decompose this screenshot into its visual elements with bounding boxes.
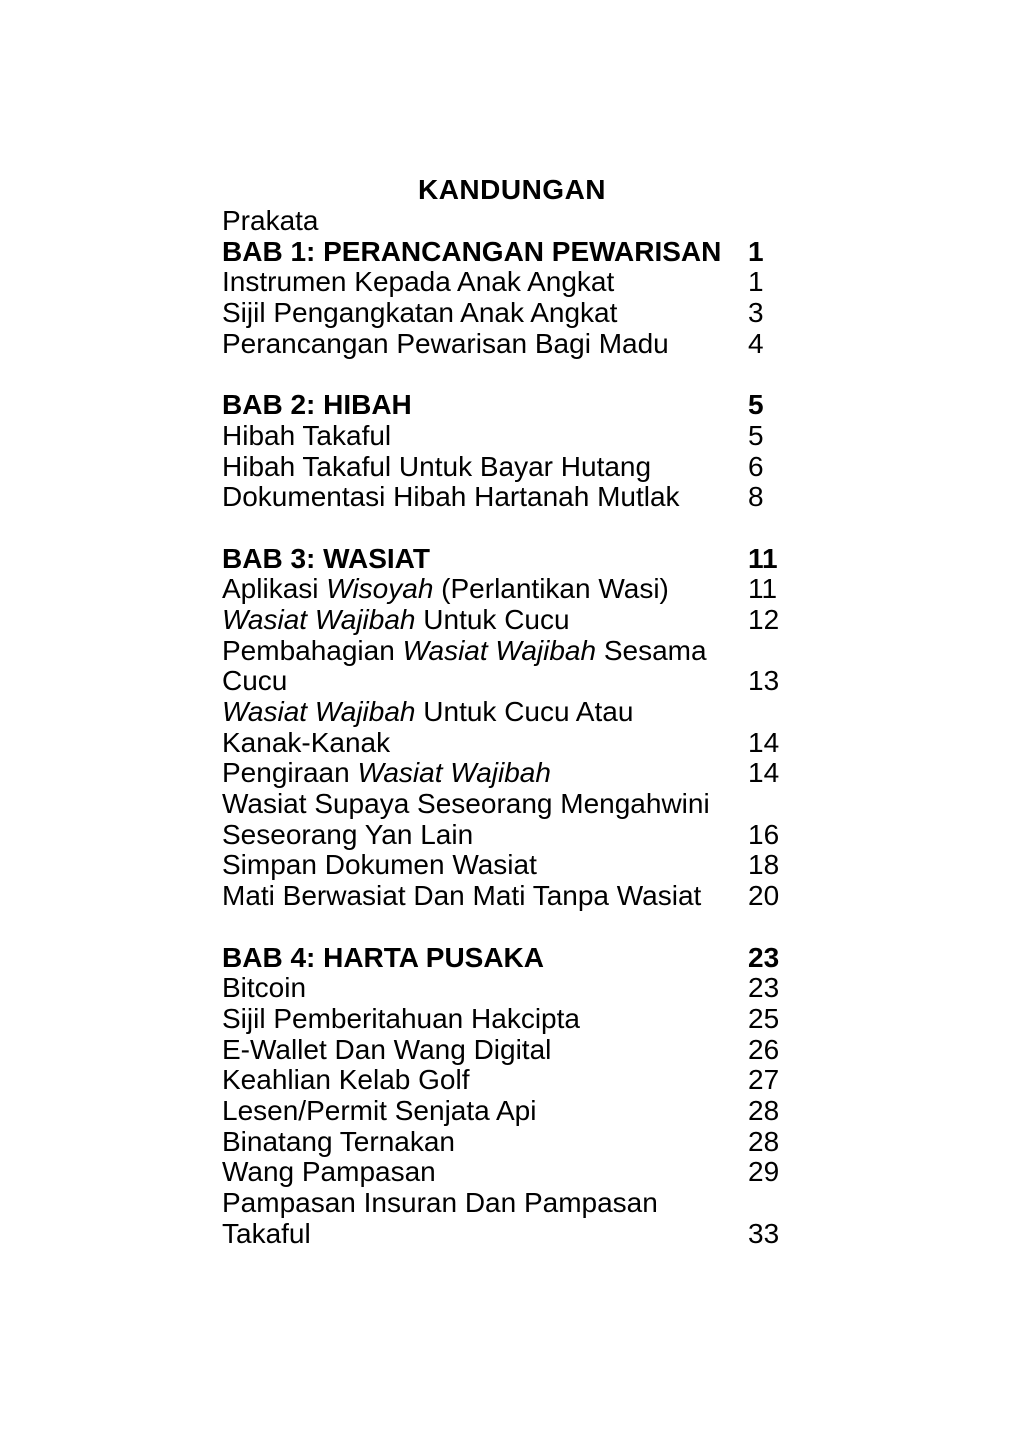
toc-spacer: [222, 513, 808, 544]
toc-entry-page-number: 1: [748, 266, 764, 298]
toc-entry-title-segment: Pembahagian: [222, 635, 403, 666]
toc-entry-title: [222, 1004, 748, 1035]
toc-entry-title: [222, 789, 748, 820]
toc-entry-page-number: 4: [748, 327, 764, 359]
toc-entry-title: [222, 1127, 748, 1158]
toc-entry-title-segment: Pengiraan: [222, 758, 358, 789]
toc-entry-row: [222, 1188, 808, 1219]
toc-entry-page-number: 11: [748, 573, 778, 605]
toc-entry-title-segment: Bitcoin: [222, 973, 307, 1004]
toc-entry-title-segment: Sesama: [596, 635, 707, 666]
toc-chapter-row: [222, 390, 808, 421]
toc-entry-row: [222, 758, 808, 789]
toc-chapter-row: [222, 237, 808, 268]
toc-entry-title-segment: Hibah Takaful: [222, 420, 392, 451]
toc-entry-title-segment: (Perlantikan Wasi): [433, 574, 669, 605]
toc-entry-page-number: 6: [748, 450, 764, 482]
toc-entry-page-number: 27: [748, 1064, 780, 1096]
toc-entry-row: [222, 666, 808, 697]
toc-entry-page-number: 11: [748, 542, 778, 574]
toc-entry-row: [222, 1035, 808, 1066]
toc-entry-page-number: 26: [748, 1033, 780, 1065]
toc-entry-page-number: 5: [748, 419, 764, 451]
toc-entry-page-number: 18: [748, 849, 780, 881]
toc-entry-title-segment: Aplikasi: [222, 574, 327, 605]
toc-entry-title: [222, 666, 748, 697]
toc-entry-row: [222, 697, 808, 728]
toc-entry-page-number: 5: [748, 389, 764, 421]
toc-entry-title-segment: Cucu: [222, 666, 288, 697]
toc-entry-title: [222, 298, 748, 329]
toc-entry-title-segment: BAB 3: WASIAT: [222, 543, 430, 574]
toc-entry-title-segment: Dokumentasi Hibah Hartanah Mutlak: [222, 482, 680, 513]
toc-entry-title-segment: Instrumen Kepada Anak Angkat: [222, 267, 615, 298]
toc-entry-page-number: 28: [748, 1094, 780, 1126]
toc-entry-title-segment: Simpan Dokumen Wasiat: [222, 850, 537, 881]
toc-entry-page-number: 13: [748, 665, 780, 697]
toc-entry-title: [222, 636, 748, 667]
toc-entry-title-segment: BAB 1: PERANCANGAN PEWARISAN: [222, 236, 722, 267]
toc-entry-title-segment: Wang Pampasan: [222, 1157, 436, 1188]
toc-entry-row: [222, 728, 808, 759]
toc-entry-title: [222, 973, 748, 1004]
toc-entry-row: [222, 973, 808, 1004]
toc-entry-row: [222, 1096, 808, 1127]
toc-entry-title-segment: BAB 4: HARTA PUSAKA: [222, 942, 544, 973]
toc-entry-title: [222, 1157, 748, 1188]
toc-entry-page-number: 23: [748, 972, 780, 1004]
toc-entry-row: [222, 206, 808, 237]
toc-entry-page-number: 8: [748, 481, 764, 513]
toc-entry-row: [222, 452, 808, 483]
toc-chapter-row: [222, 943, 808, 974]
toc-entry-page-number: 20: [748, 880, 780, 912]
toc-entry-title: [222, 421, 748, 452]
toc-spacer: [222, 912, 808, 943]
toc-entry-row: [222, 1065, 808, 1096]
toc-entry-title: [222, 482, 748, 513]
toc-entry-title: [222, 881, 748, 912]
toc-entry-title-segment: Untuk Cucu: [415, 604, 570, 635]
toc-entry-row: [222, 1157, 808, 1188]
table-of-contents: [222, 206, 808, 1249]
toc-entry-row: [222, 329, 808, 360]
toc-entry-row: [222, 1219, 808, 1250]
toc-entry-title-segment: Takaful: [222, 1218, 311, 1249]
toc-entry-title: [222, 237, 748, 268]
toc-entry-page-number: 16: [748, 818, 780, 850]
toc-entry-title-italic-segment: Wasiat Wajibah: [222, 697, 416, 727]
toc-entry-page-number: 14: [748, 726, 780, 758]
toc-entry-title: [222, 544, 748, 575]
toc-entry-title: [222, 850, 748, 881]
toc-entry-title: [222, 758, 748, 789]
toc-entry-title-segment: Untuk Cucu Atau: [415, 697, 634, 727]
toc-entry-title-segment: Keahlian Kelab Golf: [222, 1065, 470, 1096]
toc-entry-title: [222, 1188, 748, 1219]
page-title: KANDUNGAN: [417, 174, 607, 205]
toc-entry-title: [222, 452, 748, 483]
toc-entry-title-segment: Sijil Pengangkatan Anak Angkat: [222, 298, 618, 329]
toc-entry-row: [222, 267, 808, 298]
toc-entry-row: [222, 881, 808, 912]
toc-entry-title: [222, 329, 748, 360]
toc-entry-row: [222, 298, 808, 329]
toc-entry-page-number: 3: [748, 297, 764, 329]
toc-entry-page-number: 12: [748, 603, 780, 635]
toc-entry-title-segment: Hibah Takaful Untuk Bayar Hutang: [222, 451, 652, 482]
toc-entry-row: [222, 850, 808, 881]
toc-entry-row: [222, 482, 808, 513]
toc-entry-title: [222, 1096, 748, 1127]
toc-entry-page-number: 28: [748, 1125, 780, 1157]
toc-entry-title-segment: E-Wallet Dan Wang Digital: [222, 1034, 552, 1065]
toc-entry-row: [222, 1127, 808, 1158]
toc-entry-title-segment: Prakata: [222, 206, 319, 236]
toc-entry-title-segment: Perancangan Pewarisan Bagi Madu: [222, 328, 669, 359]
toc-entry-title: [222, 1035, 748, 1066]
toc-entry-title: [222, 605, 748, 636]
toc-entry-title: [222, 697, 748, 728]
toc-entry-title: [222, 1065, 748, 1096]
toc-entry-title: [222, 820, 748, 851]
toc-entry-page-number: 14: [748, 757, 780, 789]
toc-entry-title: [222, 390, 748, 421]
toc-entry-title-italic-segment: Wasiat Wajibah: [357, 758, 551, 789]
toc-entry-title-italic-segment: Wisoyah: [326, 574, 434, 605]
toc-entry-page-number: 23: [748, 941, 780, 973]
toc-entry-title-segment: Mati Berwasiat Dan Mati Tanpa Wasiat: [222, 881, 702, 912]
toc-chapter-row: [222, 544, 808, 575]
toc-entry-page-number: 1: [748, 235, 764, 267]
toc-entry-title-segment: Wasiat Supaya Seseorang Mengahwini: [222, 789, 710, 820]
toc-entry-row: [222, 820, 808, 851]
toc-entry-row: [222, 789, 808, 820]
toc-spacer: [222, 359, 808, 390]
toc-entry-title: [222, 267, 748, 298]
toc-entry-title: [222, 1219, 748, 1250]
toc-entry-row: [222, 1004, 808, 1035]
toc-entry-title: [222, 206, 748, 237]
toc-entry-row: [222, 574, 808, 605]
toc-entry-page-number: 33: [748, 1217, 780, 1249]
toc-entry-title-segment: Pampasan Insuran Dan Pampasan: [222, 1188, 658, 1218]
toc-entry-title-italic-segment: Wasiat Wajibah: [222, 604, 416, 635]
toc-entry-row: [222, 636, 808, 667]
toc-entry-title-segment: BAB 2: HIBAH: [222, 390, 412, 421]
toc-entry-title-segment: Lesen/Permit Senjata Api: [222, 1095, 537, 1126]
toc-entry-title-segment: Seseorang Yan Lain: [222, 819, 474, 850]
toc-entry-title: [222, 943, 748, 974]
toc-entry-title-segment: Sijil Pemberitahuan Hakcipta: [222, 1003, 580, 1034]
toc-entry-page-number: 29: [748, 1156, 780, 1188]
toc-entry-title-italic-segment: Wasiat Wajibah: [402, 635, 597, 666]
toc-entry-title-segment: Kanak-Kanak: [222, 727, 391, 758]
toc-entry-row: [222, 605, 808, 636]
toc-entry-page-number: 25: [748, 1002, 780, 1034]
toc-entry-row: [222, 421, 808, 452]
toc-entry-title: [222, 728, 748, 759]
toc-entry-title: [222, 574, 748, 605]
toc-entry-title-segment: Binatang Ternakan: [222, 1126, 455, 1157]
